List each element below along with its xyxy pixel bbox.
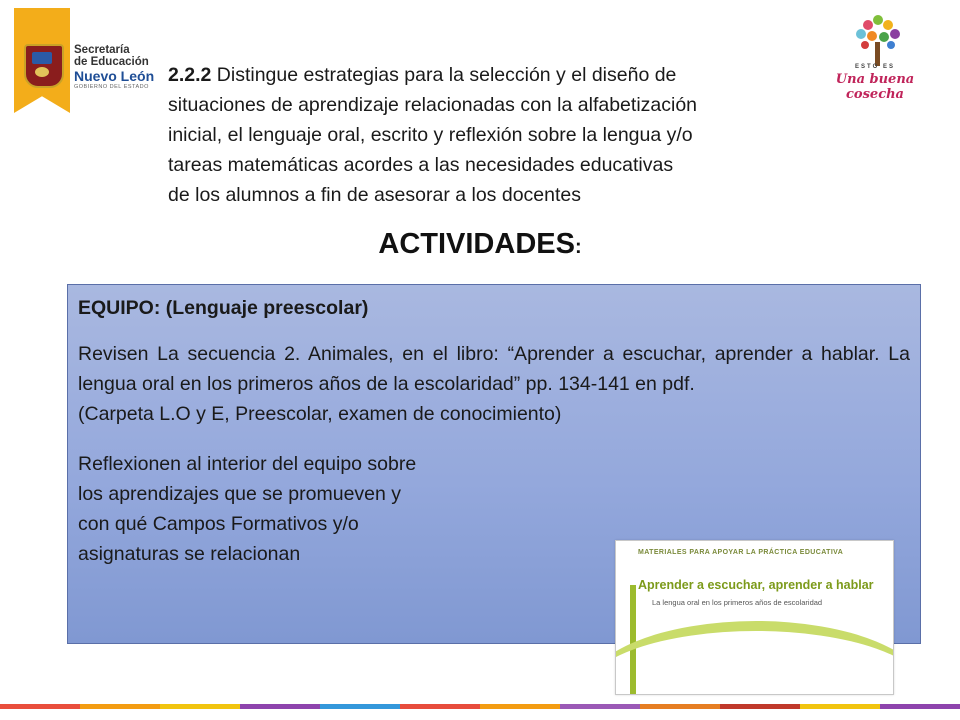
competency-heading [168, 60, 816, 210]
book-title: Aprender a escuchar, aprender a hablar [638, 578, 874, 592]
stripe-segment [800, 704, 880, 709]
stripe-segment [400, 704, 480, 709]
reflection-line-1: Reflexionen al interior del equipo sobre [78, 453, 417, 475]
activities-title-colon: : [574, 236, 582, 258]
logo-esto-es: ESTO ES [855, 64, 895, 70]
book-series: MATERIALES PARA APOYAR LA PRÁCTICA EDUCATIVA [638, 549, 844, 556]
logo-buena-cosecha: Una buena cosecha [835, 72, 915, 102]
folder-reference: (Carpeta L.O y E, Preescolar, examen de conocimiento) [78, 403, 562, 425]
reflection-line-3: con qué Campos Formativos y/o [78, 513, 359, 535]
instructions-text: Revisen La secuencia 2. Animales, en el libro: “Aprender a escuchar, aprender a hablar. La lengua oral en los primeros años de la escolaridad” pp. 134-141 en pdf. [78, 343, 910, 395]
activities-title-text: ACTIVIDADES [378, 228, 575, 260]
stripe-segment [240, 704, 320, 709]
stripe-segment [560, 704, 640, 709]
team-label: EQUIPO: (Lenguaje preescolar) [78, 297, 369, 319]
book-decoration-swoosh [615, 621, 894, 695]
heading-line-3: inicial, el lenguaje oral, escrito y reflexión sobre la lengua y/o [168, 124, 693, 146]
activity-content [78, 293, 910, 569]
logo-line-educacion: de Educación [74, 56, 149, 68]
heading-line-1 [168, 60, 816, 90]
activities-title [0, 228, 960, 261]
stripe-segment [320, 704, 400, 709]
reflection-text [78, 449, 538, 569]
stripe-segment [480, 704, 560, 709]
bottom-color-stripe [0, 704, 960, 709]
stripe-segment [0, 704, 80, 709]
tree-icon [848, 12, 908, 68]
logo-line-gobierno: GOBIERNO DEL ESTADO [74, 84, 149, 90]
stripe-segment [720, 704, 800, 709]
state-crest-icon [24, 44, 64, 88]
competency-code: 2.2.2 [168, 64, 212, 86]
stripe-segment [880, 704, 960, 709]
heading-line-2: situaciones de aprendizaje relacionadas con la alfabetización [168, 94, 698, 116]
stripe-segment [80, 704, 160, 709]
heading-line-5: de los alumnos a fin de asesorar a los docentes [168, 184, 581, 206]
buena-cosecha-logo [812, 12, 946, 102]
reflection-line-4: asignaturas se relacionan [78, 543, 301, 565]
secretaria-text [74, 44, 164, 91]
secretaria-educacion-logo [10, 8, 160, 113]
stripe-segment [160, 704, 240, 709]
heading-line-1-text: Distingue estrategias para la selección y el diseño de [211, 64, 677, 86]
book-cover-image [615, 540, 894, 695]
logo-line-secretaria: Secretaría [74, 44, 130, 56]
heading-line-4: tareas matemáticas acordes a las necesidades educativas [168, 154, 674, 176]
stripe-segment [640, 704, 720, 709]
book-subtitle: La lengua oral en los primeros años de escolaridad [652, 598, 823, 607]
reflection-line-2: los aprendizajes que se promueven y [78, 483, 402, 505]
logo-line-nuevo-leon: Nuevo León [74, 68, 155, 84]
